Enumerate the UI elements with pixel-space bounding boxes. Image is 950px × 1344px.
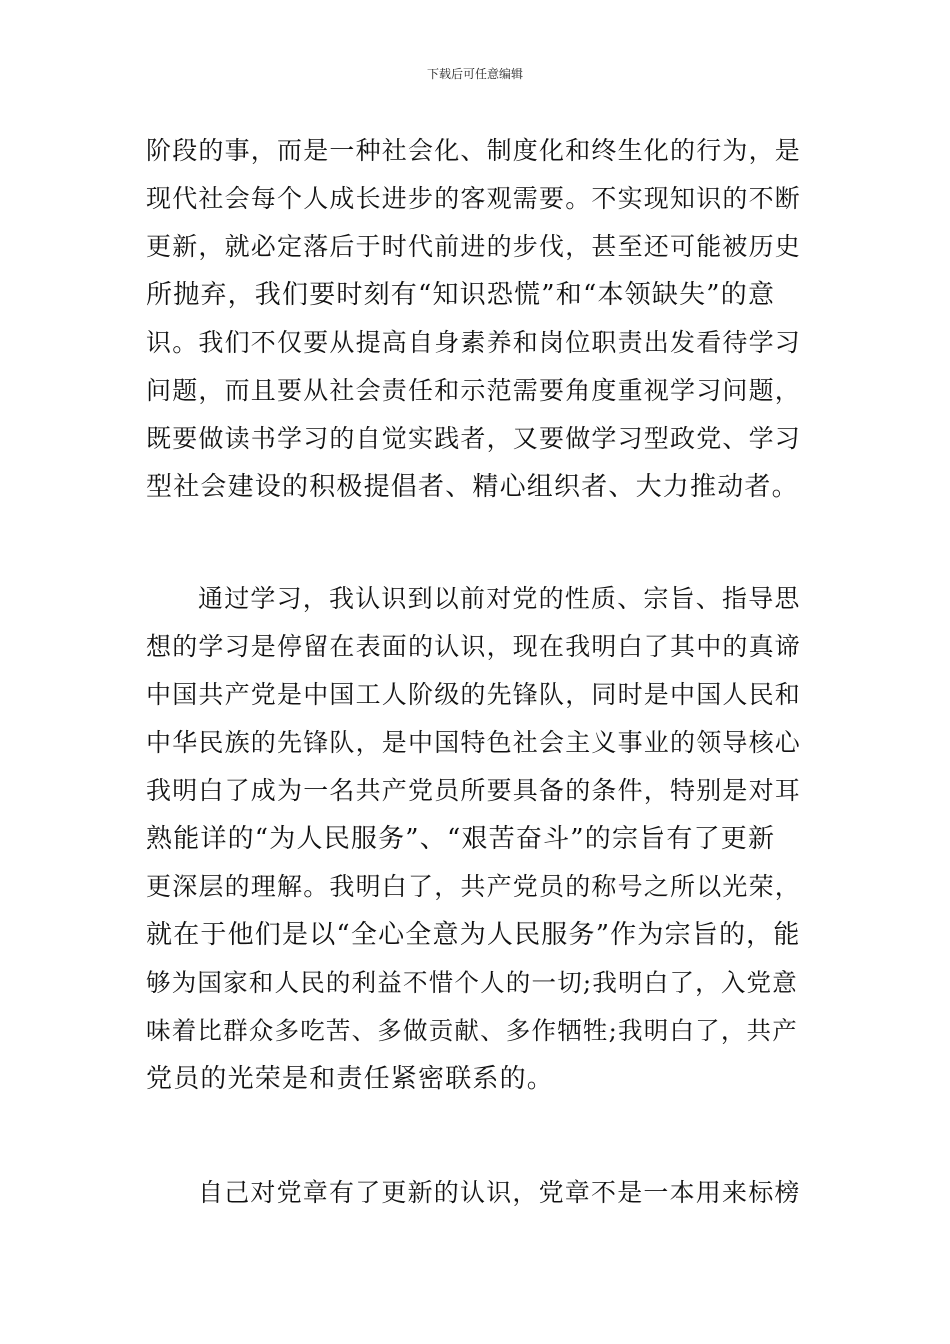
paragraph-1-line-1: 阶段的事，而是一种社会化、制度化和终生化的行为，是: [146, 136, 802, 165]
paragraph-2-line-6: 熟能详的“为人民服务”、“艰苦奋斗”的宗旨有了更新: [146, 824, 776, 854]
paragraph-1-line-8: 型社会建设的积极提倡者、精心组织者、大力推动者。: [146, 472, 799, 502]
paragraph-1-line-4: 所抛弃，我们要时刻有“知识恐慌”和“本领缺失”的意: [146, 280, 776, 310]
paragraph-1-line-7: 既要做读书学习的自觉实践者，又要做学习型政党、学习: [146, 424, 802, 453]
paragraph-2-line-2: 想的学习是停留在表面的认识，现在我明白了其中的真谛: [146, 632, 802, 661]
paragraph-2-line-3: 中国共产党是中国工人阶级的先锋队，同时是中国人民和: [146, 680, 802, 709]
paragraph-2-line-1: 通过学习，我认识到以前对党的性质、宗旨、指导思: [198, 584, 801, 613]
paragraph-2-line-4: 中华民族的先锋队，是中国特色社会主义事业的领导核心: [146, 728, 802, 757]
paragraph-2-line-5: 我明白了成为一名共产党员所要具备的条件，特别是对耳: [146, 776, 802, 805]
paragraph-2-line-7: 更深层的理解。我明白了，共产党员的称号之所以光荣，: [146, 872, 802, 901]
paragraph-1-line-6: 问题，而且要从社会责任和示范需要角度重视学习问题，: [146, 376, 802, 405]
page-header: 下载后可任意编辑: [426, 67, 523, 81]
paragraph-2-line-11: 党员的光荣是和责任紧密联系的。: [146, 1064, 555, 1094]
paragraph-1-line-3: 更新，就必定落后于时代前进的步伐，甚至还可能被历史: [146, 232, 802, 261]
paragraph-2-line-8: 就在于他们是以“全心全意为人民服务”作为宗旨的，能: [146, 920, 801, 950]
paragraph-1-line-2: 现代社会每个人成长进步的客观需要。不实现知识的不断: [146, 184, 802, 213]
paragraph-2-line-9: 够为国家和人民的利益不惜个人的一切;我明白了，入党意: [146, 968, 798, 997]
paragraph-1-line-5: 识。我们不仅要从提高自身素养和岗位职责出发看待学习: [146, 328, 802, 357]
paragraph-3-line-1: 自己对党章有了更新的认识，党章不是一本用来标榜: [198, 1178, 801, 1207]
paragraph-2-line-10: 味着比群众多吃苦、多做贡献、多作牺牲;我明白了，共产: [146, 1016, 798, 1045]
